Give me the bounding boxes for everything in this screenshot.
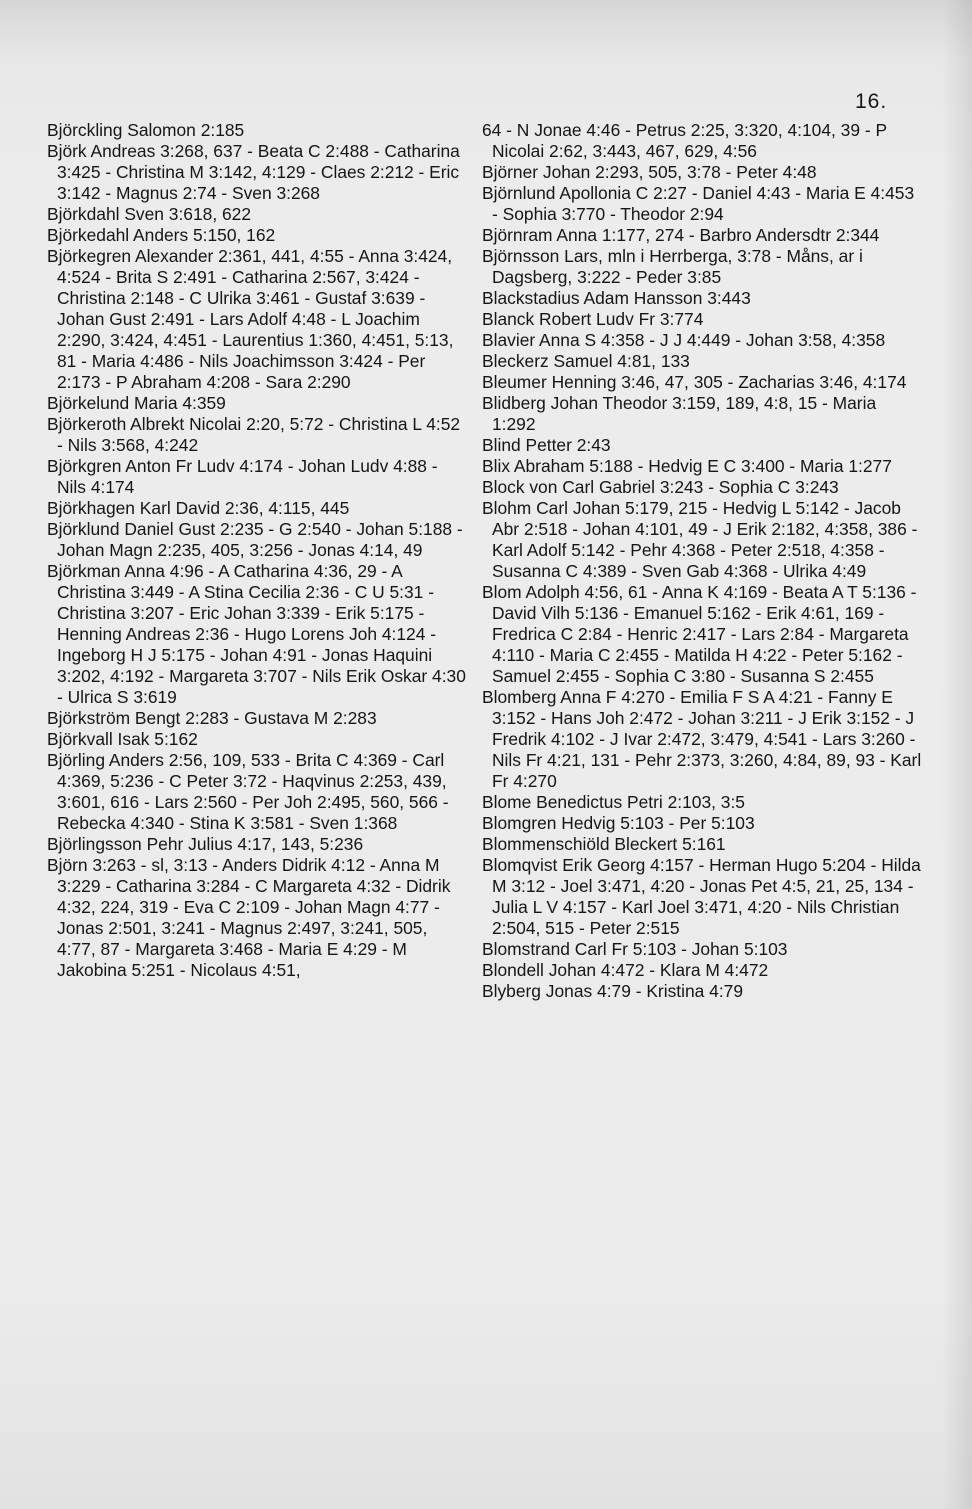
register-entry: Björn 3:263 - sl, 3:13 - Anders Didrik 4:12 - Anna M 3:229 - Catharina 3:284 - C Margareta 4:32 - Didrik 4:32, 224, 319 - Eva C 2:109 - Johan Magn 4:77 - Jonas 2:501, 3:241 - Magnus 2:497, 3:241, 505, 4:77, 87 - Margareta 3:468 - Maria E 4:29 - M Jakobina 5:251 - Nicolaus 4:51, [47, 855, 451, 980]
register-entry: Bleckerz Samuel 4:81, 133 [482, 351, 690, 371]
register-entry: Blanck Robert Ludv Fr 3:774 [482, 309, 704, 329]
page-number: 16. [855, 90, 888, 113]
register-entry: Blidberg Johan Theodor 3:159, 189, 4:8, 15 - Maria 1:292 [482, 393, 877, 434]
register-entry: Björkelund Maria 4:359 [47, 393, 226, 413]
register-entry: Blyberg Jonas 4:79 - Kristina 4:79 [482, 981, 744, 1001]
register-entry: Blomberg Anna F 4:270 - Emilia F S A 4:21 - Fanny E 3:152 - Hans Joh 2:472 - Johan 3:211 - J Erik 3:152 - J Fredrik 4:102 - J Ivar 2:472, 3:479, 4:541 - Lars 3:260 - Nils Fr 4:21, 131 - Pehr 2:373, 3:260, 4:84, 89, 93 - Karl Fr 4:270 [482, 687, 922, 791]
register-entry: Björkgren Anton Fr Ludv 4:174 - Johan Ludv 4:88 - Nils 4:174 [47, 456, 438, 497]
register-entry: Björckling Salomon 2:185 [47, 120, 245, 140]
register-entry: Björkvall Isak 5:162 [47, 729, 198, 749]
scan-edge-shadow [942, 0, 972, 1509]
register-entry: Blavier Anna S 4:358 - J J 4:449 - Johan 3:58, 4:358 [482, 330, 886, 350]
register-entry: Björlingsson Pehr Julius 4:17, 143, 5:236 [47, 834, 364, 854]
register-entry: Bleumer Henning 3:46, 47, 305 - Zacharias 3:46, 4:174 [482, 372, 907, 392]
right-column [482, 120, 922, 1002]
register-entry: Björkhagen Karl David 2:36, 4:115, 445 [47, 498, 350, 518]
register-entry: Björklund Daniel Gust 2:235 - G 2:540 - Johan 5:188 - Johan Magn 2:235, 405, 3:256 - Jonas 4:14, 49 [47, 519, 463, 560]
register-entry: Blohm Carl Johan 5:179, 215 - Hedvig L 5:142 - Jacob Abr 2:518 - Johan 4:101, 49 - J Erik 2:182, 4:358, 386 - Karl Adolf 5:142 - Pehr 4:368 - Peter 2:518, 4:358 - Susanna C 4:389 - Sven Gab 4:368 - Ulrika 4:49 [482, 498, 918, 581]
register-entry: Blomqvist Erik Georg 4:157 - Herman Hugo 5:204 - Hilda M 3:12 - Joel 3:471, 4:20 - Jonas Pet 4:5, 21, 25, 134 - Julia L V 4:157 - Karl Joel 3:471, 4:20 - Nils Christian 2:504, 515 - Peter 2:515 [482, 855, 921, 938]
register-entry: Blind Petter 2:43 [482, 435, 611, 455]
register-entry: Björner Johan 2:293, 505, 3:78 - Peter 4:48 [482, 162, 817, 182]
register-entry: Björkegren Alexander 2:361, 441, 4:55 - Anna 3:424, 4:524 - Brita S 2:491 - Catharina 2:567, 3:424 - Christina 2:148 - C Ulrika 3:461 - Gustaf 3:639 - Johan Gust 2:491 - Lars Adolf 4:48 - L Joachim 2:290, 3:424, 4:451 - Laurentius 1:360, 4:451, 5:13, 81 - Maria 4:486 - Nils Joachimsson 3:424 - Per 2:173 - P Abraham 4:208 - Sara 2:290 [47, 246, 454, 392]
register-entry: Björnram Anna 1:177, 274 - Barbro Andersdtr 2:344 [482, 225, 880, 245]
register-entry: Björkman Anna 4:96 - A Catharina 4:36, 29 - A Christina 3:449 - A Stina Cecilia 2:36 - C U 5:31 - Christina 3:207 - Eric Johan 3:339 - Erik 5:175 - Henning Andreas 2:36 - Hugo Lorens Joh 4:124 - Ingeborg H J 5:175 - Johan 4:91 - Jonas Haquini 3:202, 4:192 - Margareta 3:707 - Nils Erik Oskar 4:30 - Ulrica S 3:619 [47, 561, 466, 707]
register-entry: Blondell Johan 4:472 - Klara M 4:472 [482, 960, 769, 980]
register-entry: Björkedahl Anders 5:150, 162 [47, 225, 276, 245]
register-entry: Björk Andreas 3:268, 637 - Beata C 2:488 - Catharina 3:425 - Christina M 3:142, 4:129 - Claes 2:212 - Eric 3:142 - Magnus 2:74 - Sven 3:268 [47, 141, 460, 203]
register-entry: Blommenschiöld Bleckert 5:161 [482, 834, 726, 854]
register-entry: Björnsson Lars, mln i Herrberga, 3:78 - Måns, ar i Dagsberg, 3:222 - Peder 3:85 [482, 246, 863, 287]
register-entry: Björling Anders 2:56, 109, 533 - Brita C 4:369 - Carl 4:369, 5:236 - C Peter 3:72 - Haqvinus 2:253, 439, 3:601, 616 - Lars 2:560 - Per Joh 2:495, 560, 566 - Rebecka 4:340 - Stina K 3:581 - Sven 1:368 [47, 750, 449, 833]
left-column [47, 120, 467, 981]
register-entry: Blackstadius Adam Hansson 3:443 [482, 288, 751, 308]
register-entry: Blix Abraham 5:188 - Hedvig E C 3:400 - Maria 1:277 [482, 456, 892, 476]
register-entry: Björkeroth Albrekt Nicolai 2:20, 5:72 - Christina L 4:52 - Nils 3:568, 4:242 [47, 414, 461, 455]
register-entry: Blomgren Hedvig 5:103 - Per 5:103 [482, 813, 755, 833]
register-entry: Björnlund Apollonia C 2:27 - Daniel 4:43 - Maria E 4:453 - Sophia 3:770 - Theodor 2:94 [482, 183, 915, 224]
register-entry: Block von Carl Gabriel 3:243 - Sophia C 3:243 [482, 477, 839, 497]
register-entry: Björkström Bengt 2:283 - Gustava M 2:283 [47, 708, 377, 728]
register-entry: 64 - N Jonae 4:46 - Petrus 2:25, 3:320, 4:104, 39 - P Nicolai 2:62, 3:443, 467, 629, 4:56 [482, 120, 887, 161]
register-entry: Blomstrand Carl Fr 5:103 - Johan 5:103 [482, 939, 788, 959]
register-entry: Blome Benedictus Petri 2:103, 3:5 [482, 792, 745, 812]
register-entry: Björkdahl Sven 3:618, 622 [47, 204, 252, 224]
register-entry: Blom Adolph 4:56, 61 - Anna K 4:169 - Beata A T 5:136 - David Vilh 5:136 - Emanuel 5:162 - Erik 4:61, 169 - Fredrica C 2:84 - Henric 2:417 - Lars 2:84 - Margareta 4:110 - Maria C 2:455 - Matilda H 4:22 - Peter 5:162 - Samuel 2:455 - Sophia C 3:80 - Susanna S 2:455 [482, 582, 917, 686]
